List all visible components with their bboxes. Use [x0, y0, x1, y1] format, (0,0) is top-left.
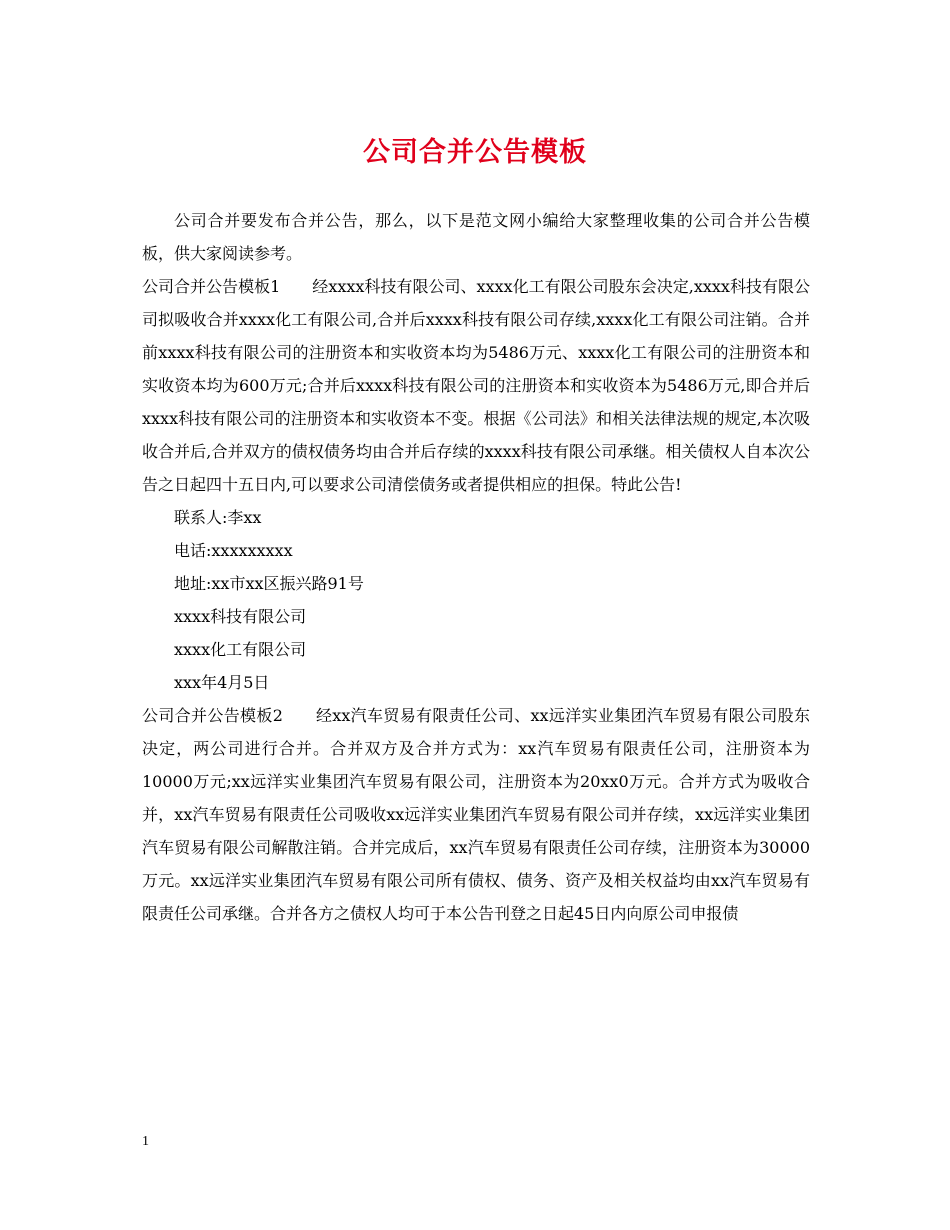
intro-paragraph: 公司合并要发布合并公告，那么，以下是范文网小编给大家整理收集的公司合并公告模板，供大家阅读参考。: [142, 211, 810, 263]
document-body: [142, 204, 810, 930]
contact-line: 联系人:李xx: [174, 508, 262, 527]
template2-paragraph: 公司合并公告模板2 经xx汽车贸易有限责任公司、xx远洋实业集团汽车贸易有限公司股东决定，两公司进行合并。合并双方及合并方式为：xx汽车贸易有限责任公司，注册资本为10000万元;xx远洋实业集团汽车贸易有限公司，注册资本为20xx0万元。合并方式为吸收合并，xx汽车贸易有限责任公司吸收xx远洋实业集团汽车贸易有限公司并存续，xx远洋实业集团汽车贸易有限公司解散注销。合并完成后，xx汽车贸易有限责任公司存续，注册资本为30000万元。xx远洋实业集团汽车贸易有限公司所有债权、债务、资产及相关权益均由xx汽车贸易有限责任公司承继。合并各方之债权人均可于本公告刊登之日起45日内向原公司申报债: [142, 706, 810, 923]
company2-line: xxxx化工有限公司: [174, 640, 307, 659]
company1-line: xxxx科技有限公司: [174, 607, 307, 626]
phone-line: 电话:xxxxxxxxx: [174, 541, 293, 560]
template1-paragraph: 公司合并公告模板1 经xxxx科技有限公司、xxxx化工有限公司股东会决定,xxxx科技有限公司拟吸收合并xxxx化工有限公司,合并后xxxx科技有限公司存续,xxxx化工有限公司注销。合并前xxxx科技有限公司的注册资本和实收资本均为5486万元、xxxx化工有限公司的注册资本和实收资本均为600万元;合并后xxxx科技有限公司的注册资本和实收资本为5486万元,即合并后xxxx科技有限公司的注册资本和实收资本不变。根据《公司法》和相关法律法规的规定,本次吸收合并后,合并双方的债权债务均由合并后存续的xxxx科技有限公司承继。相关债权人自本次公告之日起四十五日内,可以要求公司清偿债务或者提供相应的担保。特此公告!: [142, 277, 810, 494]
address-line: 地址:xx市xx区振兴路91号: [174, 574, 364, 593]
document-title: 公司合并公告模板: [363, 137, 587, 168]
page-number: 1: [142, 1134, 149, 1149]
date-line: xxx年4月5日: [174, 673, 270, 692]
